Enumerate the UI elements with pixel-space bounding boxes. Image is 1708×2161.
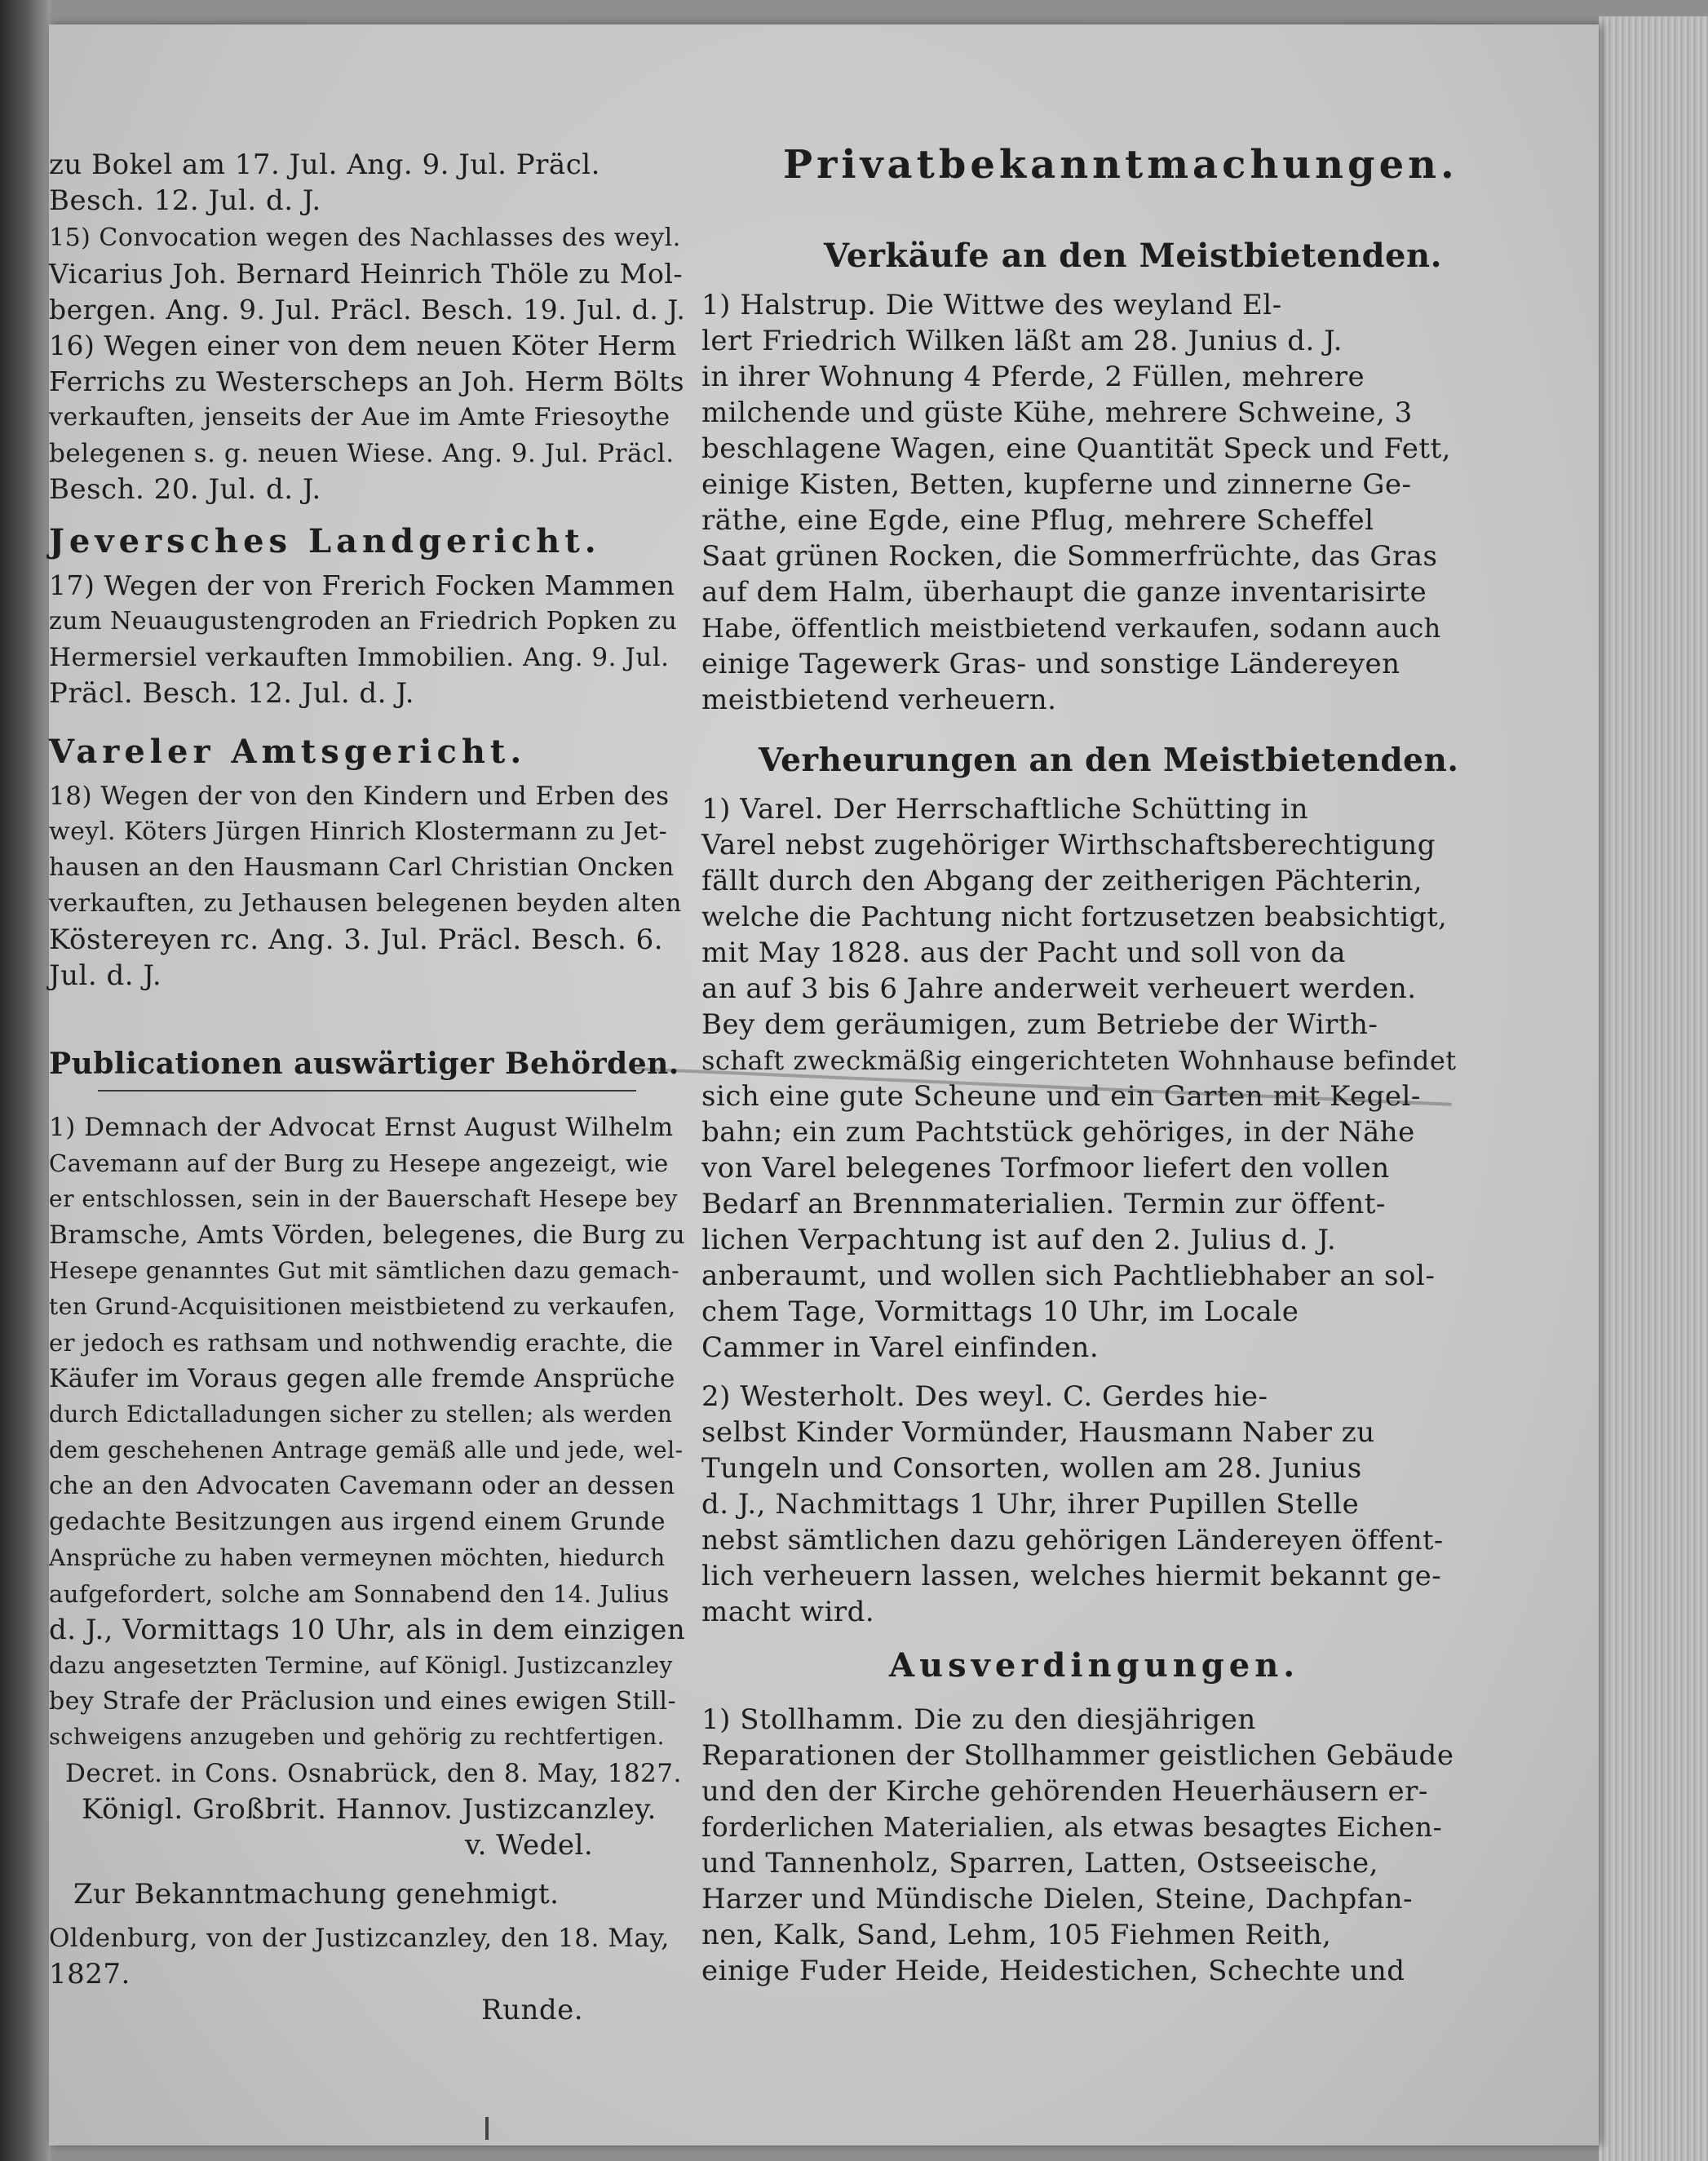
text-line: Hesepe genanntes Gut mit sämtlichen dazu gemach- (49, 1257, 680, 1284)
text-line: verkauften, zu Jethausen belegenen beyden alten (49, 889, 682, 918)
text-line: Ansprüche zu haben vermeynen möchten, hiedurch (49, 1544, 666, 1571)
text-line: Cavemann auf der Burg zu Hesepe angezeigt, wie (49, 1149, 669, 1177)
text-line: durch Edictalladungen sicher zu stellen; als werden (49, 1401, 673, 1428)
text-line: gedachte Besitzungen aus irgend einem Grunde (49, 1508, 666, 1536)
text-line: ten Grund-Acquisitionen meistbietend zu verkaufen, (49, 1293, 676, 1320)
text-line: macht wird. (701, 1596, 875, 1628)
text-line: er entschlossen, sein in der Bauerschaft Hesepe bey (49, 1185, 678, 1212)
section-heading-tenders: Ausverdingungen. (889, 1646, 1300, 1685)
closing-line: Oldenburg, von der Justizcanzley, den 18. May, (49, 1924, 670, 1953)
text-line: weyl. Köters Jürgen Hinrich Klostermann zu Jet- (49, 817, 668, 846)
closing-year: 1827. (49, 1958, 131, 1991)
text-line: Präcl. Besch. 12. Jul. d. J. (49, 677, 415, 710)
text-line: Decret. in Cons. Osnabrück, den 8. May, 1827. (65, 1759, 682, 1788)
section-heading-varel: Vareler Amtsgericht. (49, 733, 527, 771)
text-line: Bramsche, Amts Vörden, belegenes, die Burg zu (49, 1220, 686, 1250)
text-line: beschlagene Wagen, eine Quantität Speck und Fett, (701, 432, 1451, 465)
text-line: Besch. 20. Jul. d. J. (49, 473, 321, 506)
text-line: 18) Wegen der von den Kindern und Erben des (49, 782, 670, 811)
text-line: nebst sämtlichen dazu gehörigen Ländereyen öffent- (701, 1524, 1444, 1556)
text-line: Besch. 12. Jul. d. J. (49, 184, 321, 217)
text-line: sich eine gute Scheune und ein Garten mit Kegel- (701, 1080, 1421, 1113)
text-line: Bedarf an Brennmaterialien. Termin zur öffent- (701, 1188, 1386, 1220)
text-line: Harzer und Mündische Dielen, Steine, Dachpfan- (701, 1883, 1414, 1915)
text-line: lichen Verpachtung ist auf den 2. Julius d. J. (701, 1224, 1337, 1256)
section-heading-publications: Publicationen auswärtiger Behörden. (49, 1047, 679, 1081)
text-line: d. J., Nachmittags 1 Uhr, ihrer Pupillen Stelle (701, 1488, 1360, 1521)
text-line: 1) Stollhamm. Die zu den diesjährigen (701, 1703, 1256, 1736)
text-line: nen, Kalk, Sand, Lehm, 105 Fiehmen Reith, (701, 1919, 1332, 1951)
text-line: d. J., Vormittags 10 Uhr, als in dem einzigen (49, 1614, 686, 1646)
approval-line: Zur Bekanntmachung genehmigt. (73, 1878, 560, 1911)
text-line: an auf 3 bis 6 Jahre anderweit verheuert werden. (701, 972, 1417, 1005)
text-line: von Varel belegenes Torfmoor liefert den vollen (701, 1152, 1390, 1185)
text-line: meistbietend verheuern. (701, 684, 1057, 716)
signature-wedel: v. Wedel. (465, 1829, 594, 1862)
text-line: selbst Kinder Vormünder, Hausmann Naber zu (701, 1416, 1375, 1449)
section-heading-jever: Jeversches Landgericht. (49, 522, 601, 560)
text-line: einige Fuder Heide, Heidestichen, Schechte und (701, 1955, 1405, 1987)
printer-mark (485, 2117, 489, 2140)
text-line: Vicarius Joh. Bernard Heinrich Thöle zu Mol- (49, 258, 684, 290)
text-line: 2) Westerholt. Des weyl. C. Gerdes hie- (701, 1380, 1268, 1413)
text-line: hausen an den Hausmann Carl Christian Oncken (49, 853, 675, 882)
text-line: Hermersiel verkauften Immobilien. Ang. 9. Jul. (49, 643, 670, 672)
text-line: fällt durch den Abgang der zeitherigen Pächterin, (701, 865, 1423, 897)
text-line: lert Friedrich Wilken läßt am 28. Junius d. J. (701, 325, 1343, 357)
text-line: 17) Wegen der von Frerich Focken Mammen (49, 569, 675, 601)
text-line: in ihrer Wohnung 4 Pferde, 2 Füllen, mehrere (701, 361, 1365, 393)
text-line: einige Kisten, Betten, kupferne und zinnerne Ge- (701, 468, 1412, 501)
book-binding-shadow (0, 0, 51, 2161)
text-line: und den der Kirche gehörenden Heuerhäusern er- (701, 1775, 1428, 1808)
text-line: belegenen s. g. neuen Wiese. Ang. 9. Jul. Präcl. (49, 439, 675, 468)
text-line: Cammer in Varel einfinden. (701, 1331, 1100, 1364)
text-line: lich verheuern lassen, welches hiermit bekannt ge- (701, 1560, 1442, 1592)
text-line: bergen. Ang. 9. Jul. Präcl. Besch. 19. Jul. d. J. (49, 294, 686, 325)
section-heading-leases: Verheurungen an den Meistbietenden. (759, 742, 1459, 779)
text-line: Käufer im Voraus gegen alle fremde Ansprüche (49, 1364, 675, 1393)
text-line: dazu angesetzten Termine, auf Königl. Justizcanzley (49, 1652, 673, 1679)
text-line: Tungeln und Consorten, wollen am 28. Junius (701, 1452, 1362, 1485)
page-edges (1599, 16, 1708, 2161)
text-line: anberaumt, und wollen sich Pachtliebhaber an sol- (701, 1260, 1436, 1292)
section-heading-sales: Verkäufe an den Meistbietenden. (824, 237, 1442, 275)
text-line: Varel nebst zugehöriger Wirthschaftsberechtigung (701, 829, 1436, 861)
page-title: Privatbekanntmachungen. (783, 142, 1458, 188)
text-line: Königl. Großbrit. Hannov. Justizcanzley. (82, 1793, 657, 1826)
text-line: er jedoch es rathsam und nothwendig erachte, die (49, 1329, 674, 1357)
text-line: dem geschehenen Antrage gemäß alle und jede, wel- (49, 1437, 684, 1464)
text-line: einige Tagewerk Gras- und sonstige Ländereyen (701, 648, 1400, 680)
text-line: 1) Halstrup. Die Wittwe des weyland El- (701, 289, 1282, 321)
text-line: milchende und güste Kühe, mehrere Schweine, 3 (701, 396, 1413, 429)
text-line: Ferrichs zu Westerscheps an Joh. Herm Bölts (49, 365, 685, 397)
text-line: welche die Pachtung nicht fortzusetzen beabsichtigt, (701, 901, 1448, 932)
text-line: Habe, öffentlich meistbietend verkaufen, sodann auch (701, 613, 1441, 644)
text-line: zu Bokel am 17. Jul. Ang. 9. Jul. Präcl. (49, 148, 600, 181)
text-line: bey Strafe der Präclusion und eines ewigen Still- (49, 1687, 677, 1716)
text-line: Saat grünen Rocken, die Sommerfrüchte, das Gras (701, 540, 1438, 573)
text-line: che an den Advocaten Cavemann oder an dessen (49, 1472, 675, 1500)
text-line: mit May 1828. aus der Pacht und soll von da (701, 937, 1346, 969)
text-line: aufgefordert, solche am Sonnabend den 14. Julius (49, 1580, 670, 1608)
text-line: Bey dem geräumigen, zum Betriebe der Wirth- (701, 1008, 1378, 1041)
text-line: Reparationen der Stollhammer geistlichen Gebäude (701, 1739, 1454, 1772)
text-line: Jul. d. J. (49, 959, 162, 992)
text-line: 1) Demnach der Advocat Ernst August Wilhelm (49, 1113, 674, 1142)
heading-underline (98, 1090, 636, 1092)
text-line: 16) Wegen einer von dem neuen Köter Herm (49, 330, 677, 361)
signature-runde: Runde. (481, 1994, 584, 2026)
text-line: 1) Varel. Der Herrschaftliche Schütting in (701, 793, 1309, 826)
text-line: zum Neuaugustengroden an Friedrich Popken zu (49, 607, 678, 635)
document-page (49, 24, 1599, 2146)
text-line: räthe, eine Egde, eine Pflug, mehrere Scheffel (701, 504, 1374, 537)
text-line: 15) Convocation wegen des Nachlasses des weyl. (49, 224, 681, 252)
text-line: auf dem Halm, überhaupt die ganze inventarisirte (701, 576, 1427, 609)
text-line: Köstereyen rc. Ang. 3. Jul. Präcl. Besch. 6. (49, 923, 664, 956)
text-line: bahn; ein zum Pachtstück gehöriges, in der Nähe (701, 1116, 1415, 1149)
text-line: schweigens anzugeben und gehörig zu rechtfertigen. (49, 1725, 665, 1750)
text-line: forderlichen Materialien, als etwas besagtes Eichen- (701, 1811, 1443, 1843)
text-line: schaft zweckmäßig eingerichteten Wohnhause befindet (701, 1045, 1457, 1076)
text-line: verkauften, jenseits der Aue im Amte Friesoythe (49, 403, 670, 432)
text-line: chem Tage, Vormittags 10 Uhr, im Locale (701, 1295, 1299, 1328)
text-line: und Tannenholz, Sparren, Latten, Ostseeische, (701, 1847, 1378, 1880)
